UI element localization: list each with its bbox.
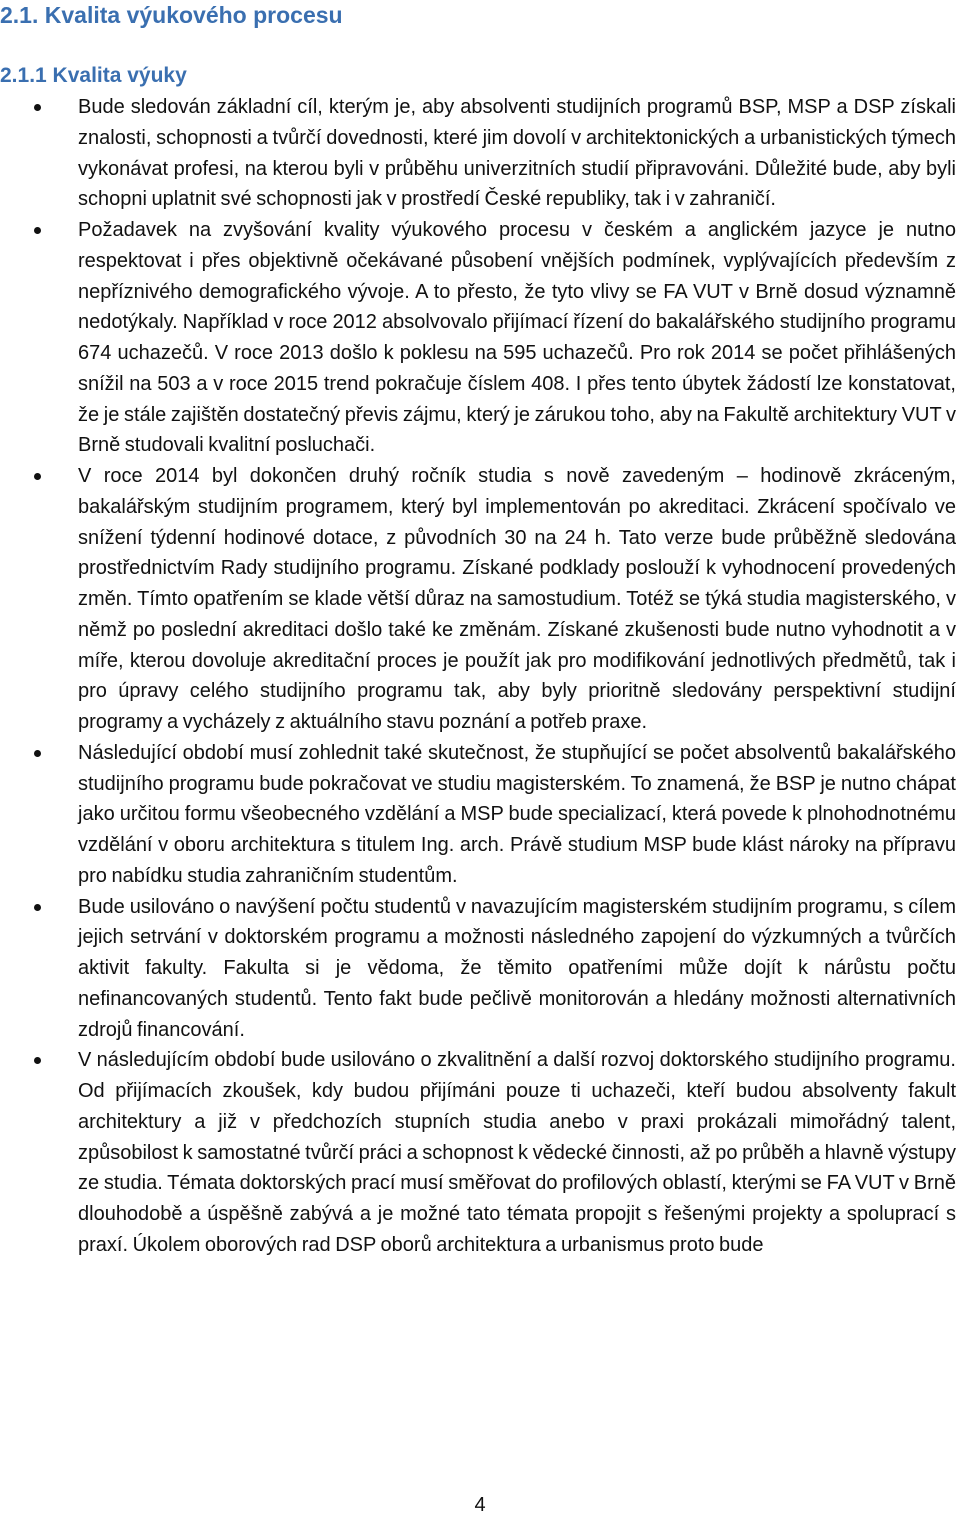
page-number: 4 — [474, 1494, 486, 1516]
subsection-heading: 2.1.1 Kvalita výuky — [0, 64, 187, 87]
list-item-text: V roce 2014 byl dokončen druhý ročník studia s nově zavedeným – hodinově zkráceným, bakalářským studijním programem, který byl implementován po akreditaci. Zkrácení spočívalo ve snížení týdenní hodinové dotace, z původních 30 na 24 h. Tato verze bude průběžně sledována prostřednictvím Rady studijního programu. Získané podklady poslouží k vyhodnocení provedených změn. Tímto opatřením se klade větší důraz na samostudium. Totéž se týká studia magisterského, v němž po poslední akreditaci došlo také ke změnám. Získané zkušenosti bude nutno vyhodnotit a v míře, kterou dovoluje akreditační proces je použít jak pro modifikování jednotlivých předmětů, tak i pro úpravy celého studijního programu tak, aby byly prioritně sledovány perspektivní studijní programy a vycházely z aktuálního stavu poznání a potřeb praxe. — [78, 465, 956, 733]
bullet-icon — [34, 1057, 41, 1064]
bullet-icon — [34, 227, 41, 234]
list-item-text: Bude usilováno o navýšení počtu studentů v navazujícím magisterském studijním programu, s cílem jejich setrvání v doktorském programu a možnosti následného zapojení do výzkumných a tvůrčích aktivit fakulty. Fakulta si je vědoma, že těmito opatřeními může dojít k nárůstu počtu nefinancovaných studentů. Tento fakt bude pečlivě monitorován a hledány možnosti alternativních zdrojů financování. — [78, 895, 956, 1041]
section-heading: 2.1. Kvalita výukového procesu — [0, 2, 343, 28]
list-item — [0, 215, 956, 461]
bullet-icon — [34, 904, 41, 911]
bullet-icon — [34, 750, 41, 757]
list-item — [0, 1045, 956, 1260]
bullet-list — [0, 92, 956, 1261]
list-item — [0, 461, 956, 738]
bullet-icon — [34, 473, 41, 480]
list-item-text: V následujícím období bude usilováno o zkvalitnění a další rozvoj doktorského studijního programu. Od přijímacích zkoušek, kdy budou přijímáni pouze ti uchazeči, kteří budou absolventy fakult architektury a již v předchozích stupních studia anebo v praxi prokázali mimořádný talent, způsobilost k samostatné tvůrčí práci a schopnost k vědecké činnosti, až po průběh a hlavně výstupy ze studia. Témata doktorských prací musí směřovat do profilových oblastí, kterými se FA VUT v Brně dlouhodobě a úspěšně zabývá a je možné tato témata propojit s řešenými projekty a spoluprací s praxí. Úkolem oborových rad DSP oborů architektura a urbanismus proto bude — [78, 1049, 956, 1256]
list-item-text: Bude sledován základní cíl, kterým je, aby absolventi studijních programů BSP, MSP a DSP získali znalosti, schopnosti a tvůrčí dovednosti, které jim dovolí v architektonických a urbanistických týmech vykonávat profesi, na kterou byli v průběhu univerzitních studií připravováni. Důležité bude, aby byli schopni uplatnit své schopnosti jak v prostředí České republiky, tak i v zahraničí. — [78, 96, 956, 211]
list-item — [0, 892, 956, 1046]
list-item-text: Následující období musí zohlednit také skutečnost, že stupňující se počet absolventů bakalářského studijního programu bude pokračovat ve studiu magisterském. To znamená, že BSP je nutno chápat jako určitou formu všeobecného vzdělání a MSP bude specializací, která povede k plnohodnotnému vzdělání v oboru architektura s titulem Ing. arch. Právě studium MSP bude klást nároky na přípravu pro nabídku studia zahraničním studentům. — [78, 741, 956, 887]
list-item — [0, 738, 956, 892]
list-item — [0, 92, 956, 215]
list-item-text: Požadavek na zvyšování kvality výukového procesu v českém a anglickém jazyce je nutno respektovat i přes objektivně očekávané působení vnějších podmínek, vyplývajících především z nepříznivého demografického vývoje. A to přesto, že tyto vlivy se FA VUT v Brně dosud významně nedotýkaly. Například v roce 2012 absolvovalo přijímací řízení do bakalářského studijního programu 674 uchazečů. V roce 2013 došlo k poklesu na 595 uchazečů. Pro rok 2014 se počet přihlášených snížil na 503 a v roce 2015 trend pokračuje číslem 408. I přes tento úbytek žádostí lze konstatovat, že je stále zajištěn dostatečný převis zájmu, který je zárukou toho, aby na Fakultě architektury VUT v Brně studovali kvalitní posluchači. — [78, 219, 956, 457]
bullet-icon — [34, 104, 41, 111]
